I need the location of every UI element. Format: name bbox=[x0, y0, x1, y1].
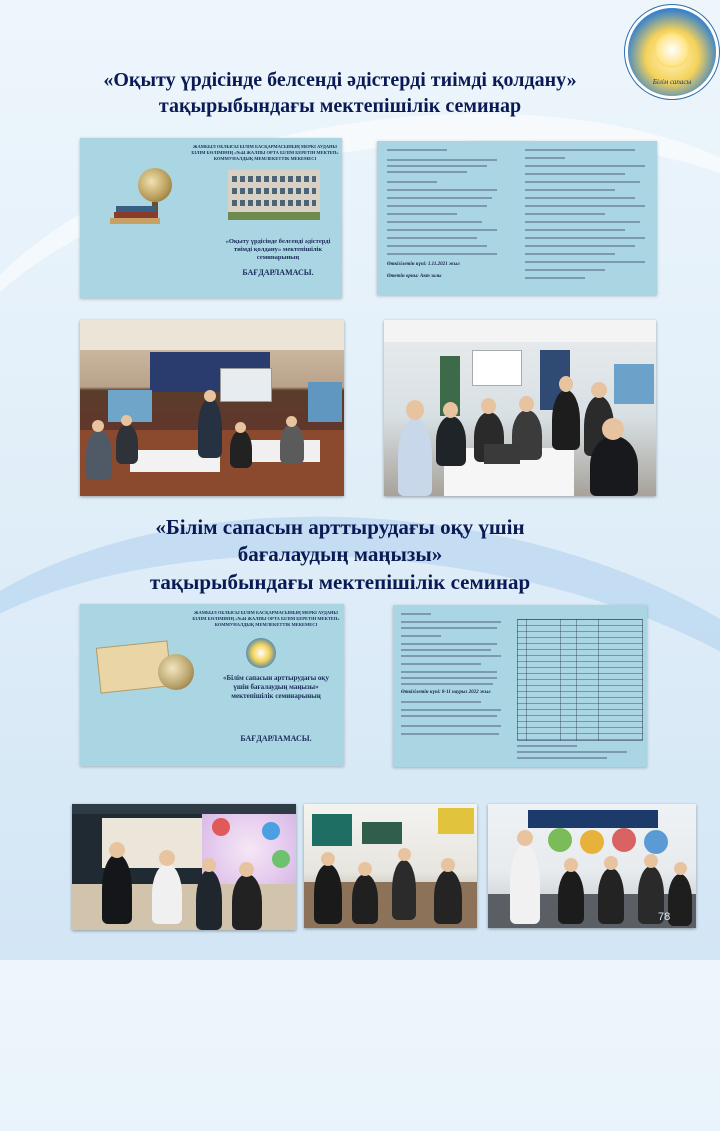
schedule-table bbox=[517, 619, 643, 741]
page-number: 78 bbox=[658, 911, 671, 923]
program-label: БАҒДАРЛАМАСЫ. bbox=[242, 268, 314, 277]
online-lesson-photo bbox=[72, 804, 296, 930]
program-cover-card bbox=[80, 138, 342, 298]
sun-icon bbox=[654, 32, 690, 68]
plan-date: Өткізілетін күні: 8-11 наурыз 2022 жыл bbox=[401, 690, 491, 695]
map-globe-image bbox=[98, 634, 198, 696]
wall-display-photo bbox=[488, 804, 696, 928]
globe-books-image bbox=[110, 168, 180, 228]
section-title-line2: бағалаудың маңызы» bbox=[237, 542, 443, 566]
program-cover-card-2 bbox=[80, 604, 344, 766]
school-building-image bbox=[228, 170, 320, 220]
plan-place: Өтетін орны: Акт залы bbox=[387, 274, 442, 279]
program-plan-card-2 bbox=[393, 605, 647, 767]
program-org: ЖАМБЫЛ ОБЛЫСЫ БІЛІМ БАСҚАРМАСЫНЫҢ МЕРКІ АУДАНЫ БІЛІМ БӨЛІМІНІҢ «№44 ЖАЛПЫ ОРТА БІЛІМ БЕРЕТІН МЕКТЕП» КОММУНАЛДЫҚ МЕМЛЕКЕТТІК МЕКЕМЕСІ bbox=[192, 610, 340, 627]
logo-text: Білім сапасы bbox=[652, 78, 692, 86]
program-title: «Білім сапасын арттырудағы оқу үшін бағалаудың маңызы» мектепішілік семинарының bbox=[223, 674, 329, 700]
page-subtitle: тақырыбындағы мектепішілік семинар bbox=[158, 95, 522, 117]
classroom-photo bbox=[304, 804, 477, 928]
program-plan-card bbox=[377, 141, 657, 295]
program-org: ЖАМБЫЛ ОБЛЫСЫ БІЛІМ БАСҚАРМАСЫНЫҢ МЕРКІ АУДАНЫ БІЛІМ БӨЛІМІНІҢ «№44 ЖАЛПЫ ОРТА БІЛІМ БЕРЕТІН МЕКТЕП» КОММУНАЛДЫҚ МЕМЛЕКЕТТІК МЕКЕМЕСІ bbox=[191, 144, 339, 161]
page-title: «Оқыту үрдісінде белсенді әдістерді тиімді қолдану» bbox=[103, 69, 577, 91]
program-title: «Оқыту үрдісінде белсенді әдістерді тиімді қолдану» мектепішілік семинарының bbox=[225, 238, 331, 261]
group-photo bbox=[384, 320, 656, 496]
section-subtitle: тақырыбындағы мектепішілік семинар bbox=[149, 570, 531, 594]
section-title: «Білім сапасын арттырудағы оқу үшін bbox=[155, 515, 525, 539]
plan-date: Өткізілетін күні: 1.11.2021 жыл bbox=[387, 262, 460, 267]
seminar-photo bbox=[80, 320, 344, 496]
school-logo-small bbox=[246, 638, 276, 668]
program-label: БАҒДАРЛАМАСЫ. bbox=[240, 734, 312, 743]
